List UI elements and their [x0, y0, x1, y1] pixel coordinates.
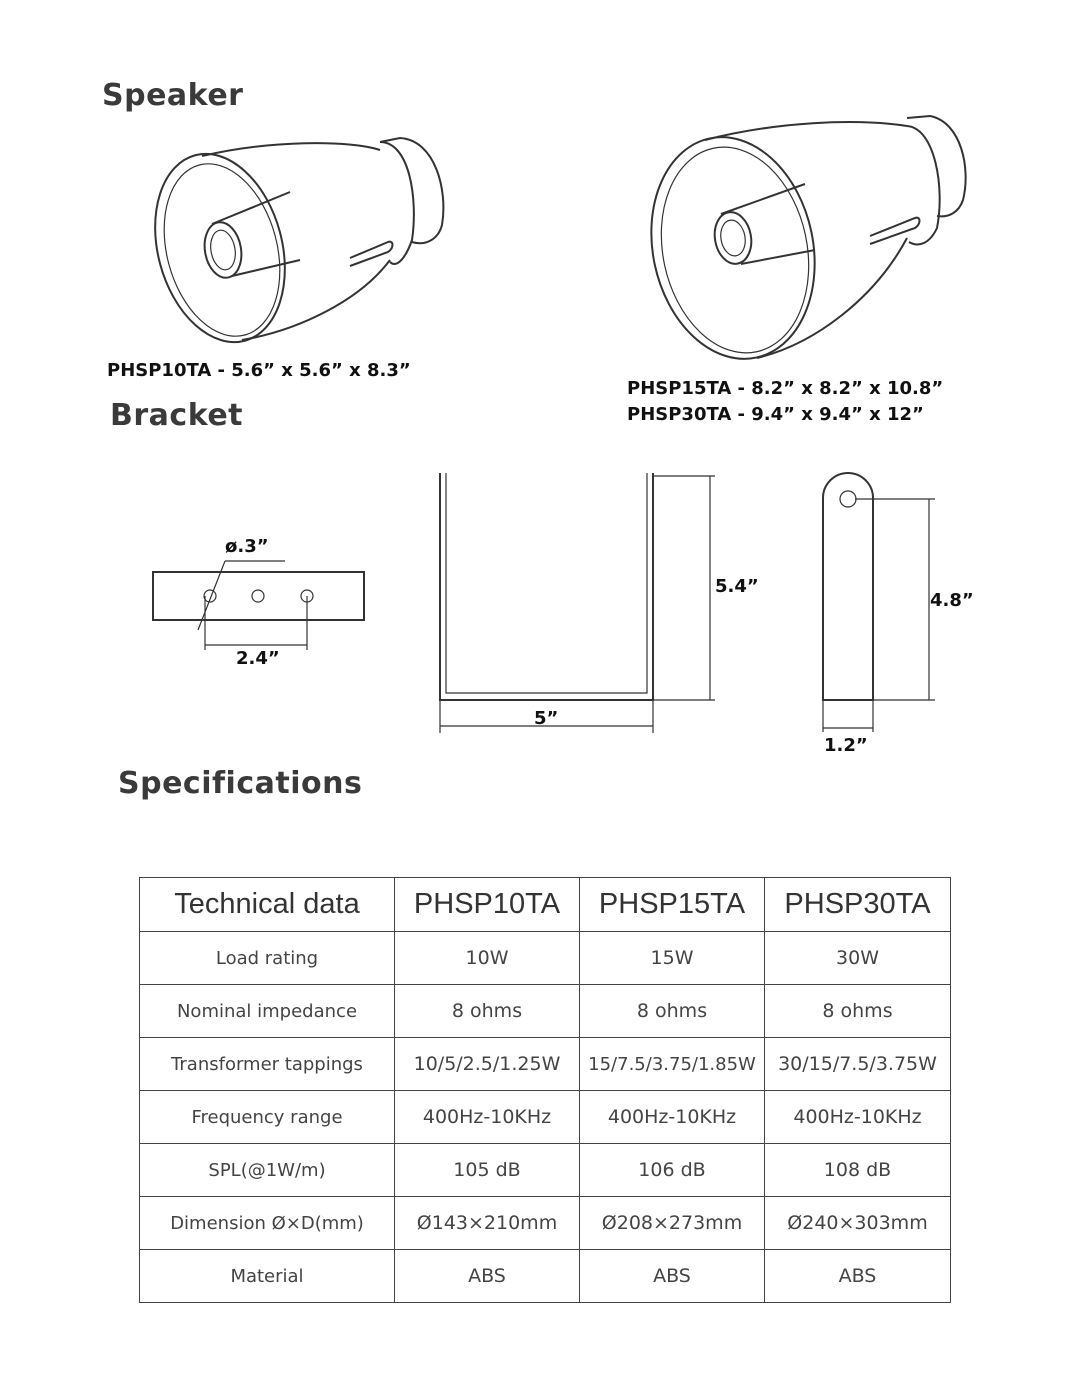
- large-speaker-caption-1: PHSP15TA - 8.2” x 8.2” x 10.8”: [627, 378, 944, 399]
- table-cell: 400Hz-10KHz: [395, 1091, 580, 1144]
- bracket-u-drawing: [430, 468, 730, 738]
- table-cell: 30W: [765, 932, 951, 985]
- row-label: Load rating: [140, 932, 395, 985]
- row-label: Dimension Ø×D(mm): [140, 1197, 395, 1250]
- table-cell: 10W: [395, 932, 580, 985]
- table-cell: Ø240×303mm: [765, 1197, 951, 1250]
- u-width-label: 5”: [534, 708, 559, 729]
- row-label: Transformer tappings: [140, 1038, 395, 1091]
- table-cell: 30/15/7.5/3.75W: [765, 1038, 951, 1091]
- table-cell: 108 dB: [765, 1144, 951, 1197]
- row-label: Nominal impedance: [140, 985, 395, 1038]
- table-cell: Ø208×273mm: [580, 1197, 765, 1250]
- hole-diameter-label: ø.3”: [225, 536, 269, 557]
- header-technical-data: Technical data: [140, 878, 395, 932]
- row-label: Material: [140, 1250, 395, 1303]
- row-label: SPL(@1W/m): [140, 1144, 395, 1197]
- table-cell: 8 ohms: [395, 985, 580, 1038]
- table-cell: ABS: [765, 1250, 951, 1303]
- u-height-label: 5.4”: [715, 576, 759, 597]
- large-speaker-caption-2: PHSP30TA - 9.4” x 9.4” x 12”: [627, 404, 924, 425]
- table-cell: ABS: [395, 1250, 580, 1303]
- table-cell: 15W: [580, 932, 765, 985]
- table-cell: 15/7.5/3.75/1.85W: [580, 1038, 765, 1091]
- specifications-table: [139, 877, 951, 1303]
- bracket-heading: Bracket: [110, 398, 244, 433]
- speaker-heading: Speaker: [102, 78, 244, 113]
- table-row: [140, 1144, 951, 1197]
- table-cell: 400Hz-10KHz: [765, 1091, 951, 1144]
- small-speaker-illustration: [150, 130, 450, 360]
- table-cell: 10/5/2.5/1.25W: [395, 1038, 580, 1091]
- table-cell: 8 ohms: [580, 985, 765, 1038]
- header-phsp10ta: PHSP10TA: [395, 878, 580, 932]
- table-cell: Ø143×210mm: [395, 1197, 580, 1250]
- table-row: [140, 1197, 951, 1250]
- table-row: [140, 1038, 951, 1091]
- hole-spacing-label: 2.4”: [236, 648, 280, 669]
- table-row: [140, 932, 951, 985]
- large-speaker-illustration: [645, 108, 975, 368]
- table-cell: 400Hz-10KHz: [580, 1091, 765, 1144]
- table-cell: 105 dB: [395, 1144, 580, 1197]
- side-width-label: 1.2”: [824, 735, 868, 756]
- small-speaker-caption: PHSP10TA - 5.6” x 5.6” x 8.3”: [107, 360, 411, 381]
- specifications-heading: Specifications: [118, 766, 363, 801]
- table-cell: 8 ohms: [765, 985, 951, 1038]
- bracket-plate-drawing: [150, 555, 370, 655]
- table-header-row: [140, 878, 951, 932]
- header-phsp15ta: PHSP15TA: [580, 878, 765, 932]
- header-phsp30ta: PHSP30TA: [765, 878, 951, 932]
- row-label: Frequency range: [140, 1091, 395, 1144]
- table-row: [140, 1091, 951, 1144]
- bracket-side-drawing: [815, 470, 945, 740]
- table-cell: 106 dB: [580, 1144, 765, 1197]
- table-row: [140, 985, 951, 1038]
- side-height-label: 4.8”: [930, 590, 974, 611]
- table-row: [140, 1250, 951, 1303]
- table-cell: ABS: [580, 1250, 765, 1303]
